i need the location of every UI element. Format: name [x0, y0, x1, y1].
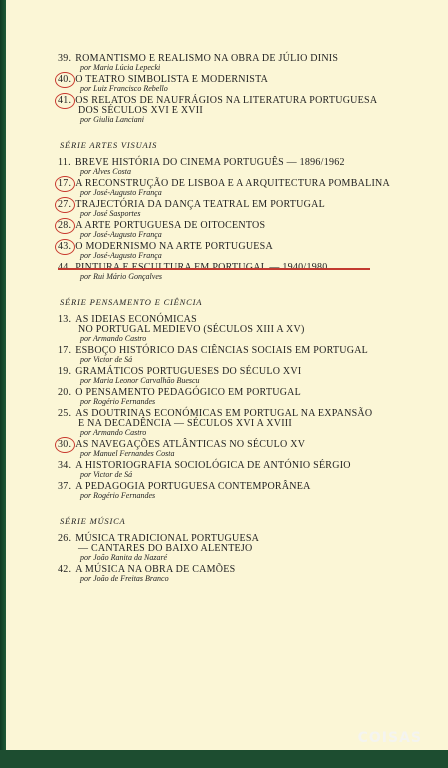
entry-number: 28.	[58, 220, 72, 231]
entry-title-text: NO PORTUGAL MEDIEVO (SÉCULOS XIII A XV)	[78, 324, 305, 335]
entry-number: 11.	[58, 157, 71, 168]
catalogue-entry	[58, 179, 430, 197]
entry-title-text: A RECONSTRUÇÃO DE LISBOA E A ARQUITECTURA POMBALINA	[75, 178, 390, 189]
entry-title-text: MÚSICA TRADICIONAL PORTUGUESA	[75, 533, 260, 544]
entry-author: por Armando Castro	[80, 334, 147, 343]
catalogue-entry	[58, 534, 430, 562]
section-title: SÉRIE ARTES VISUAIS	[60, 140, 158, 150]
entry-number: 43.	[58, 241, 72, 252]
entry-title-text: — CANTARES DO BAIXO ALENTEJO	[78, 543, 253, 554]
entry-author: por Rogério Fernandes	[80, 397, 156, 406]
entry-author: por José-Augusto França	[80, 188, 162, 197]
entry-title-text: A MÚSICA NA OBRA DE CAMÕES	[75, 564, 236, 575]
catalogue-entry	[58, 54, 430, 72]
entry-title-text: A PEDAGOGIA PORTUGUESA CONTEMPORÂNEA	[75, 481, 311, 492]
cover-bottom	[0, 750, 448, 768]
entry-title-text: O PENSAMENTO PEDAGÓGICO EM PORTUGAL	[75, 387, 302, 398]
entry-title-text: TRAJECTÓRIA DA DANÇA TEATRAL EM PORTUGAL	[75, 199, 325, 210]
entry-author: por Rogério Fernandes	[80, 491, 156, 500]
entry-author: por Rui Mário Gonçalves	[80, 272, 162, 281]
section-title: SÉRIE PENSAMENTO E CIÊNCIA	[60, 297, 203, 307]
entry-author: por João Ranita da Nazaré	[80, 553, 168, 562]
entry-number: 17.	[58, 345, 72, 356]
entry-author: por Manuel Fernandes Costa	[80, 449, 175, 458]
entry-author: por Luiz Francisco Rebello	[80, 84, 168, 93]
entry-number: 34.	[58, 460, 72, 471]
entry-number: 13.	[58, 314, 72, 325]
entry-title-text: BREVE HISTÓRIA DO CINEMA PORTUGUÊS — 1896/1962	[74, 157, 345, 168]
entry-title-text: AS NAVEGAÇÕES ATLÂNTICAS NO SÉCULO XV	[75, 439, 306, 450]
catalogue-list	[58, 54, 430, 586]
catalogue-entry	[58, 409, 430, 437]
red-strikethrough-mark	[58, 268, 370, 270]
catalogue-entry	[58, 315, 430, 343]
catalogue-entry	[58, 482, 430, 500]
entry-title-text: A HISTORIOGRAFIA SOCIOLÓGICA DE ANTÓNIO SÉRGIO	[75, 460, 351, 471]
catalogue-entry	[58, 75, 430, 93]
entry-author: por Victor de Sá	[80, 470, 133, 479]
entry-number: 27.	[58, 199, 72, 210]
entry-number: 17.	[58, 178, 72, 189]
entry-number: 19.	[58, 366, 72, 377]
entry-title-text: O MODERNISMO NA ARTE PORTUGUESA	[75, 241, 273, 252]
entry-number: 41.	[58, 95, 72, 106]
entry-title-text: E NA DECADÊNCIA — SÉCULOS XVI A XVIII	[78, 418, 292, 429]
entry-number: 26.	[58, 533, 72, 544]
catalogue-entry	[58, 200, 430, 218]
entry-number: 25.	[58, 408, 72, 419]
catalogue-entry	[58, 221, 430, 239]
entry-number: 30.	[58, 439, 72, 450]
entry-author: por Giulia Lanciani	[80, 115, 145, 124]
entry-title-text: O TEATRO SIMBOLISTA E MODERNISTA	[75, 74, 269, 85]
entry-title-text: DOS SÉCULOS XVI E XVII	[78, 105, 203, 116]
section-title: SÉRIE MÚSICA	[60, 516, 126, 526]
entry-author: por João de Freitas Branco	[80, 574, 169, 583]
watermark-logo: COISAS	[357, 730, 422, 746]
entry-author: por Armando Castro	[80, 428, 147, 437]
catalogue-entry	[58, 565, 430, 583]
entry-title-text: GRAMÁTICOS PORTUGUESES DO SÉCULO XVI	[75, 366, 302, 377]
entry-author: por Maria Lúcia Lepecki	[80, 63, 161, 72]
catalogue-entry	[58, 388, 430, 406]
entry-author: por Victor de Sá	[80, 355, 133, 364]
catalogue-entry	[58, 346, 430, 364]
catalogue-entry	[58, 263, 430, 281]
entry-number: 37.	[58, 481, 72, 492]
entry-number: 39.	[58, 53, 72, 64]
cover-edge	[0, 0, 6, 768]
entry-title-text: OS RELATOS DE NAUFRÁGIOS NA LITERATURA PORTUGUESA	[75, 95, 378, 106]
catalogue-entry	[58, 96, 430, 124]
catalogue-entry	[58, 440, 430, 458]
entry-author: por Maria Leonor Carvalhão Buescu	[80, 376, 200, 385]
entry-title-text: A ARTE PORTUGUESA DE OITOCENTOS	[75, 220, 266, 231]
catalogue-entry	[58, 461, 430, 479]
catalogue-entry	[58, 242, 430, 260]
catalogue-entry	[58, 367, 430, 385]
entry-number: 42.	[58, 564, 72, 575]
catalogue-entry	[58, 158, 430, 176]
entry-author: por José-Augusto França	[80, 251, 162, 260]
entry-author: por Alves Costa	[80, 167, 131, 176]
entry-number: 40.	[58, 74, 72, 85]
entry-title-text: AS DOUTRINAS ECONÓMICAS EM PORTUGAL NA EXPANSÃO	[75, 408, 373, 419]
entry-author: por José Sasportes	[80, 209, 141, 218]
entry-author: por José-Augusto França	[80, 230, 162, 239]
entry-title-text: AS IDEIAS ECONÓMICAS	[75, 314, 197, 325]
entry-title-text: ESBOÇO HISTÓRICO DAS CIÊNCIAS SOCIAIS EM PORTUGAL	[75, 345, 369, 356]
entry-title-text: ROMANTISMO E REALISMO NA OBRA DE JÚLIO DINIS	[75, 53, 339, 64]
entry-number: 20.	[58, 387, 72, 398]
